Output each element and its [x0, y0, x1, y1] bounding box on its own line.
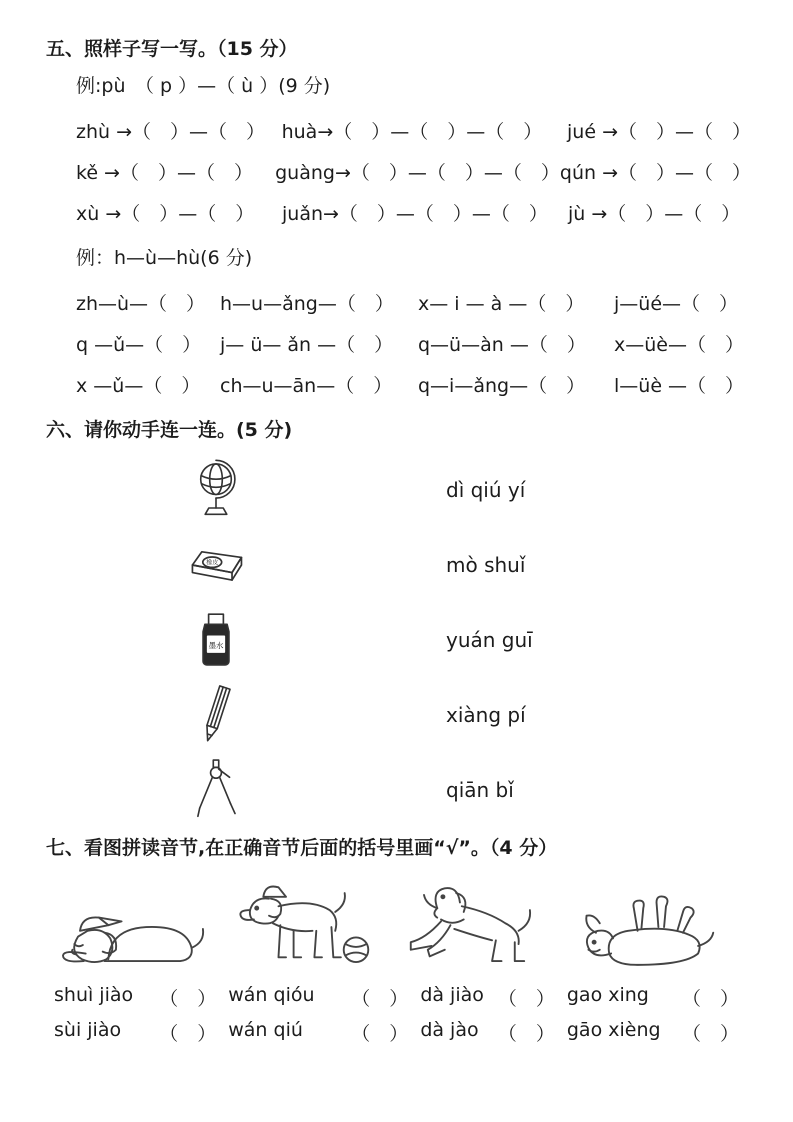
- answer-bracket: （ ）: [497, 1023, 555, 1045]
- decompose-row-3: [76, 192, 751, 233]
- sleeping-dog-icon: [48, 876, 216, 980]
- barking-dog-image: [390, 870, 562, 980]
- pinyin-exercise-cell: x—üè—（ ）: [614, 334, 744, 356]
- matching-labels-column: [446, 452, 533, 827]
- dog-playing-ball-icon: [220, 876, 388, 980]
- options-row-1: [54, 980, 751, 1015]
- globe-icon: [189, 457, 243, 523]
- pinyin-exercise-cell: j— ü— ǎn —（ ）: [220, 334, 394, 356]
- pinyin-exercise-cell: juǎn→（ ）—（ ）—（ ）: [282, 203, 548, 225]
- ink-bottle-label-text: 墨水: [208, 640, 224, 650]
- pinyin-exercise-cell: jù →（ ）—（ ）: [568, 203, 741, 225]
- syllable-text: wán qiú: [228, 1019, 303, 1041]
- pinyin-exercise-cell: jué →（ ）—（ ）: [567, 121, 751, 143]
- connect-label-xiangpi: xiàng pí: [446, 702, 526, 727]
- answer-bracket: （ ）: [351, 1023, 409, 1045]
- connect-label-qianbi: qiān bǐ: [446, 777, 514, 802]
- answer-bracket: （ ）: [159, 1023, 217, 1045]
- section5-example2: 例：h—ù—hù(6 分): [76, 247, 253, 269]
- connect-label-yuangui: yuán guī: [446, 627, 533, 652]
- ink-bottle-image: [154, 602, 278, 677]
- section7-title: 七、看图拼读音节,在正确音节后面的括号里画“√”。（4 分）: [46, 837, 558, 859]
- section-7: [46, 833, 751, 1050]
- options-row-2: [54, 1015, 751, 1050]
- dog-playing-ball-image: [218, 870, 390, 980]
- syllable-option: [420, 984, 567, 1011]
- sleeping-dog-image: [46, 870, 218, 980]
- section-5: [46, 34, 751, 405]
- combine-row-2: [76, 323, 751, 364]
- pinyin-exercise-cell: q—ü—àn —（ ）: [418, 334, 586, 356]
- connect-label-diqiuyi: dì qiú yí: [446, 477, 526, 502]
- pinyin-exercise-cell: q—i—ǎng—（ ）: [418, 375, 586, 397]
- eraser-label-text: 橡皮: [206, 559, 219, 567]
- eraser-icon: [183, 544, 249, 586]
- combine-row-1: [76, 282, 751, 323]
- pinyin-exercise-cell: x —ǔ—（ ）: [76, 375, 201, 397]
- syllable-text: sùi jiào: [54, 1019, 122, 1041]
- pinyin-exercise-cell: x— i — à —（ ）: [418, 293, 585, 315]
- pinyin-exercise-cell: h—u—ǎng—（ ）: [220, 293, 394, 315]
- happy-dog-image: [562, 870, 734, 980]
- syllable-option: [228, 984, 420, 1011]
- ink-bottle-icon: [192, 611, 240, 669]
- matching-exercise: [46, 452, 751, 827]
- decompose-row-1: [76, 110, 751, 151]
- pinyin-exercise-cell: q —ǔ—（ ）: [76, 334, 202, 356]
- answer-bracket: （ ）: [351, 988, 409, 1010]
- syllable-text: dà jào: [420, 1019, 479, 1041]
- happy-dog-icon: [564, 876, 732, 980]
- answer-bracket: （ ）: [497, 988, 555, 1010]
- globe-image: [154, 452, 278, 527]
- compass-image: [154, 752, 278, 827]
- barking-dog-icon: [392, 876, 560, 980]
- syllable-text: wán qióu: [228, 984, 315, 1006]
- pinyin-exercise-cell: zh—ù—（ ）: [76, 293, 206, 315]
- syllable-text: dà jiào: [420, 984, 484, 1006]
- section-6: [46, 415, 751, 827]
- pinyin-exercise-cell: guàng→（ ）—（ ）—（ ）: [275, 162, 560, 184]
- pencil-icon: [189, 682, 243, 748]
- pinyin-exercise-cell: l—üè —（ ）: [614, 375, 745, 397]
- decompose-row-2: [76, 151, 751, 192]
- answer-bracket: （ ）: [681, 1023, 739, 1045]
- compass-icon: [187, 758, 245, 822]
- section6-title: 六、请你动手连一连。(5 分): [46, 419, 293, 441]
- syllable-text: gāo xièng: [566, 1019, 661, 1041]
- syllable-option: [54, 1019, 228, 1046]
- pinyin-exercise-cell: ch—u—ān—（ ）: [220, 375, 393, 397]
- pencil-image: [154, 677, 278, 752]
- eraser-image: [154, 527, 278, 602]
- section5-title: 五、照样子写一写。（15 分）: [46, 38, 298, 60]
- syllable-option: [228, 1019, 420, 1046]
- connect-label-moshui: mò shuǐ: [446, 552, 526, 577]
- pinyin-exercise-cell: kě →（ ）—（ ）: [76, 162, 253, 184]
- syllable-option: [420, 1019, 567, 1046]
- answer-bracket: （ ）: [681, 988, 739, 1010]
- answer-bracket: （ ）: [159, 988, 217, 1010]
- syllable-option: [54, 984, 228, 1011]
- syllable-text: gao xing: [566, 984, 649, 1006]
- syllable-option: [567, 984, 751, 1011]
- pinyin-exercise-cell: xù →（ ）—（ ）: [76, 203, 255, 225]
- dogs-images-row: [46, 870, 751, 980]
- pinyin-exercise-cell: qún →（ ）—（ ）: [559, 162, 751, 184]
- pinyin-exercise-cell: j—üé—（ ）: [614, 293, 739, 315]
- combine-row-3: [76, 364, 751, 405]
- matching-images-column: [154, 452, 278, 827]
- pinyin-exercise-cell: zhù →（ ）—（ ）: [76, 121, 266, 143]
- syllable-option: [567, 1019, 751, 1046]
- syllable-text: shuì jiào: [54, 984, 134, 1006]
- section5-example1: 例:pù （ p ）—（ ù ）(9 分): [76, 75, 331, 97]
- pinyin-exercise-cell: huà→（ ）—（ ）—（ ）: [281, 121, 543, 143]
